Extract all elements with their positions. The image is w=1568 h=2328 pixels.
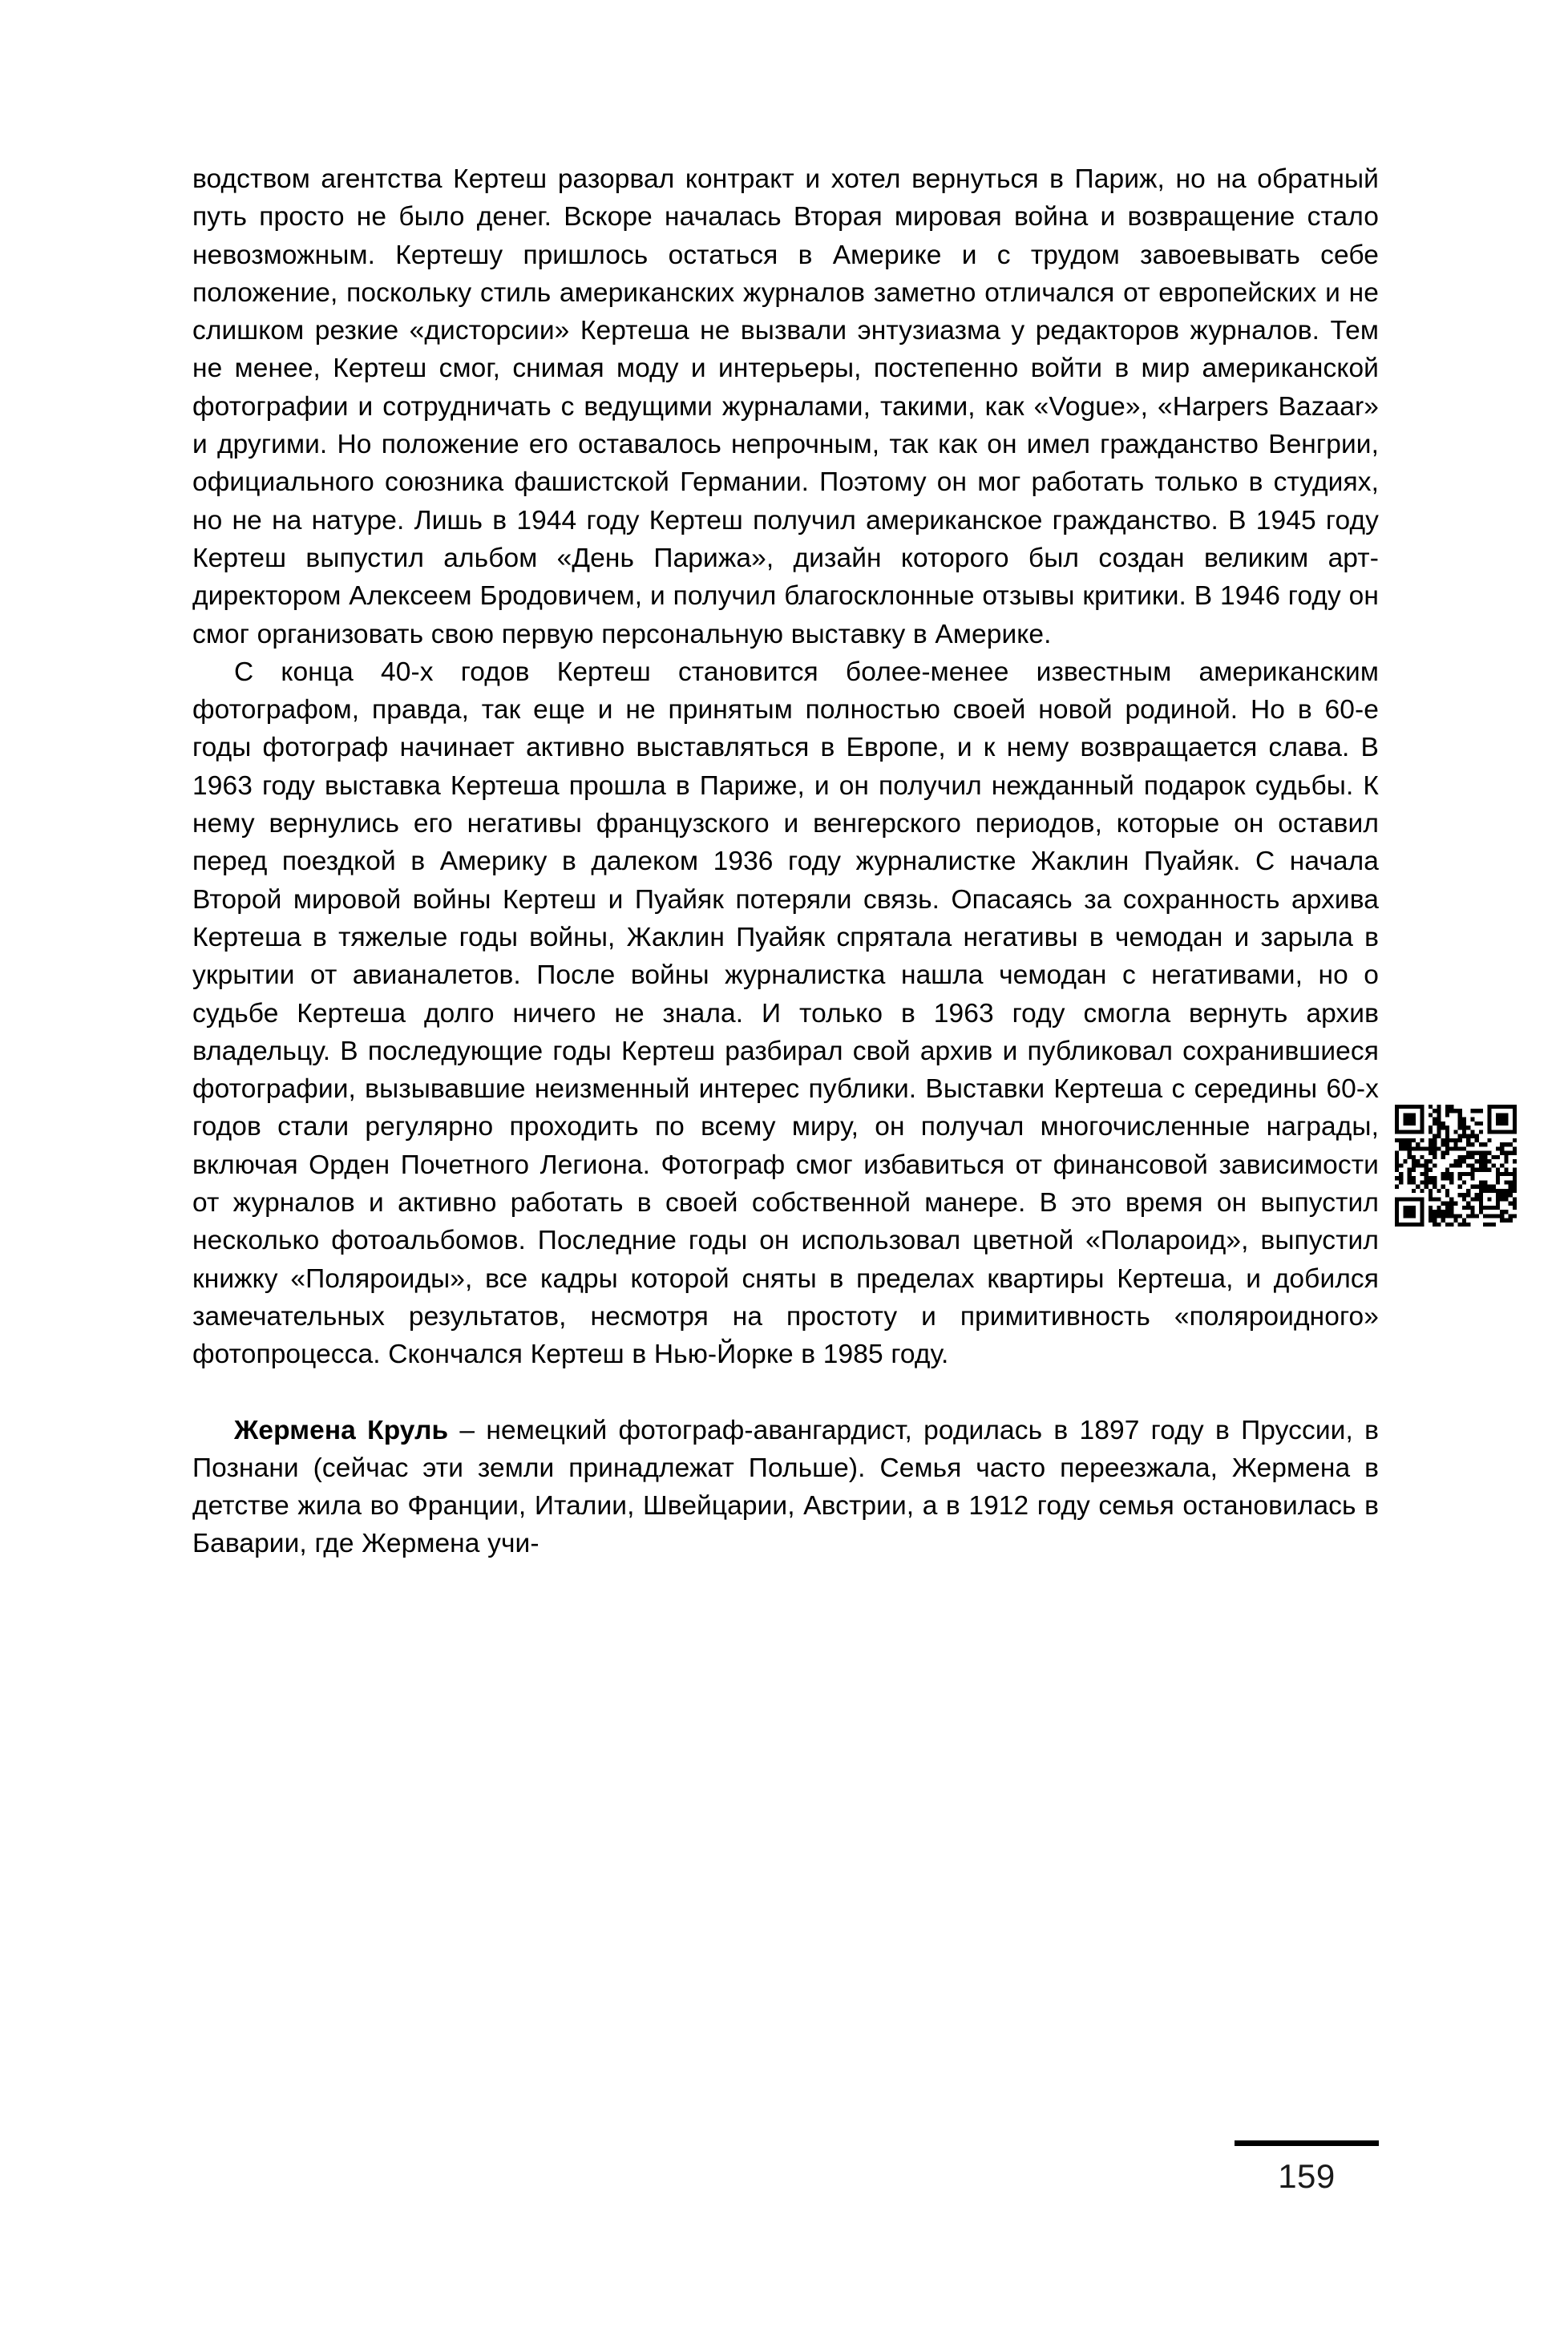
paragraph-krull-lead-in: Жермена Круль bbox=[234, 1415, 449, 1445]
page-footer bbox=[1235, 2140, 1379, 2196]
paragraph-kertesz-america: водством агентства Кертеш разорвал контракт и хотел вернуться в Париж, но на обратный путь просто не было денег. Вскоре началась Вторая мировая война и возвращение стало невозможным. Кертешу пришлось остаться в Америке и с трудом завоевывать себе положение, поскольку стиль американских журналов заметно отличался от европейских и не слишком резкие «дисторсии» Кертеша не вызвали энтузиазма у редакторов журналов. Тем не менее, Кертеш смог, снимая моду и интерьеры, постепенно войти в мир американской фотографии и сотрудничать с ведущими журналами, такими, как «Vogue», «Harpers Bazaar» и другими. Но положение его оставалось непрочным, так как он имел гражданство Венгрии, официального союзника фашистской Германии. Поэтому он мог работать только в студиях, но не на натуре. Лишь в 1944 году Кертеш получил американское гражданство. В 1945 году Кертеш выпустил альбом «День Парижа», дизайн которого был создан великим арт-директором Алексеем Бродовичем, и получил благосклонные отзывы критики. В 1946 году он смог организовать свою первую персональную выставку в Америке. bbox=[192, 164, 1379, 649]
page-number: 159 bbox=[1278, 2157, 1336, 2195]
paragraph-krull-body: – немецкий фотограф-авангардист, родилась в 1897 году в Пруссии, в Познани (сейчас эти земли принадлежат Польше). Семья часто переезжала, Жермена в детстве жила во Франции, Италии, Швейцарии, Австрии, а в 1912 году семья остановилась в Баварии, где Жермена учи- bbox=[192, 1415, 1379, 1559]
paragraph-krull bbox=[192, 1412, 1379, 1563]
footer-rule bbox=[1235, 2140, 1379, 2146]
text-column bbox=[192, 160, 1379, 1563]
paragraph-kertesz-fame: С конца 40-х годов Кертеш становится более-менее известным американским фотографом, правда, так еще и не принятым полностью своей новой родиной. Но в 60-е годы фотограф начинает активно выставляться в Европе, и к нему возвращается слава. В 1963 году выставка Кертеша прошла в Париже, и он получил нежданный подарок судьбы. К нему вернулись его негативы французского и венгерского периодов, которые он оставил перед поездкой в Америку в далеком 1936 году журналистке Жаклин Пуайяк. С начала Второй мировой войны Кертеш и Пуайяк потеряли связь. Опасаясь за сохранность архива Кертеша в тяжелые годы войны, Жаклин Пуайяк спрятала негативы в чемодан и зарыла в укрытии от авианалетов. После войны журналистка нашла чемодан с негативами, но о судьбе Кертеша долго ничего не знала. И только в 1963 году смогла вернуть архив владельцу. В последующие годы Кертеш разбирал свой архив и публиковал сохранившиеся фотографии, вызывавшие неизменный интерес публики. Выставки Кертеша с середины 60-х годов стали регулярно проходить по всему миру, он получал многочисленные награды, включая Орден Почетного Легиона. Фотограф смог избавиться от финансовой зависимости от журналов и активно работать в своей собственной манере. В это время он выпустил несколько фотоальбомов. Последние годы он использовал цветной «Полароид», выпустил книжку «Поляроиды», все кадры которой сняты в пределах квартиры Кертеша, и добился замечательных результатов, несмотря на простоту и примитивность «поляроидного» фотопроцесса. Скончался Кертеш в Нью-Йорке в 1985 году. bbox=[192, 657, 1379, 1370]
qr-code[interactable] bbox=[1395, 1105, 1517, 1227]
